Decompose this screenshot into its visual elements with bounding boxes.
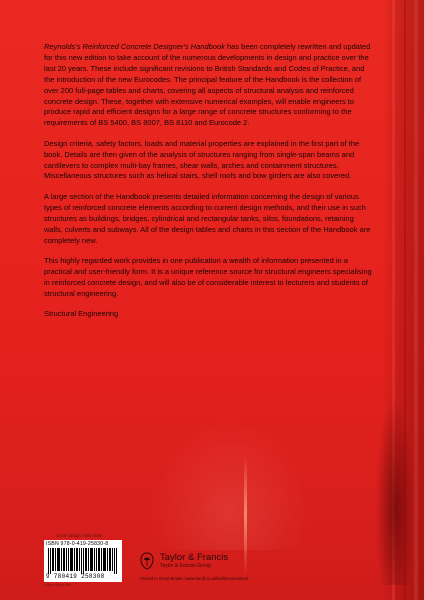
texture-smudge (375, 395, 415, 585)
cover-design-credit: Cover design: Nick Shah (56, 533, 103, 538)
barcode-digits: 9 780419 258308 (46, 573, 105, 580)
publisher-logo-icon (140, 552, 154, 570)
imprint-note: A Spon Press title (44, 583, 71, 587)
printed-line: Printed in Great Britain | www.tandf.co.uk/builtenvironment (140, 576, 249, 581)
blurb-paragraph-3: A large section of the Handbook presents detailed information concerning the design of various types of reinforced concrete elements according to current design methods, and their use in such structures as buildings, bridges, cylindrical and rectangular tanks, silos, foundations, retaining walls, culverts and subways. All of the design tables and charts in this section of the Handbook are completely new. (44, 191, 371, 245)
isbn-barcode-box (44, 540, 122, 582)
publisher-text (160, 553, 228, 569)
background-streak (244, 455, 247, 575)
blurb-paragraph-1 (44, 42, 374, 129)
publisher-logo-block (140, 549, 228, 573)
publisher-group: Taylor & Francis Group (160, 563, 212, 569)
blurb-paragraph-2: Design criteria, safety factors, loads and material properties are explained in the first part of the book. Details are then given of the analysis of structures ranging from single-span beams and cantilevers to complex multi-bay frames, shear walls, arches and containment structures. Miscellaneous structures such as helical stairs, shell roofs and bow girders are also covered. (44, 138, 360, 181)
background-texture (150, 420, 310, 550)
book-title: Reynolds's Reinforced Concrete Designer's Handbook (44, 42, 225, 51)
isbn-label: ISBN 978-0-419-25830-8 (46, 541, 109, 547)
barcode (48, 548, 118, 574)
blurb-paragraph-1-text: has been completely rewritten and updated for this new edition to take account of the numerous developments in design and practice over the last 20 years. These include significant revisions to British Standards and Codes of Practice, and the introduction of the new Eurocodes. The principal feature of the Handbook is the collection of over 200 full-page tables and charts, covering all aspects of structural analysis and reinforced concrete design. These, together with extensive numerical examples, will enable engineers to produce rapid and efficient designs for a large range of concrete structures conforming to the requirements of BS 5400, BS 8007, BS 8110 and Eurocode 2. (44, 42, 371, 128)
blurb-paragraph-4: This highly regarded work provides in one publication a wealth of information presented in a practical and user-friendly form. It is a unique reference source for structural engineers specialising in reinforced concrete design, and will also be of considerable interest to lecturers and students of structural engineering. (44, 255, 372, 298)
blurb (44, 42, 374, 329)
publisher-name: Taylor & Francis (160, 552, 229, 563)
subject-category: Structural Engineering (44, 309, 119, 319)
